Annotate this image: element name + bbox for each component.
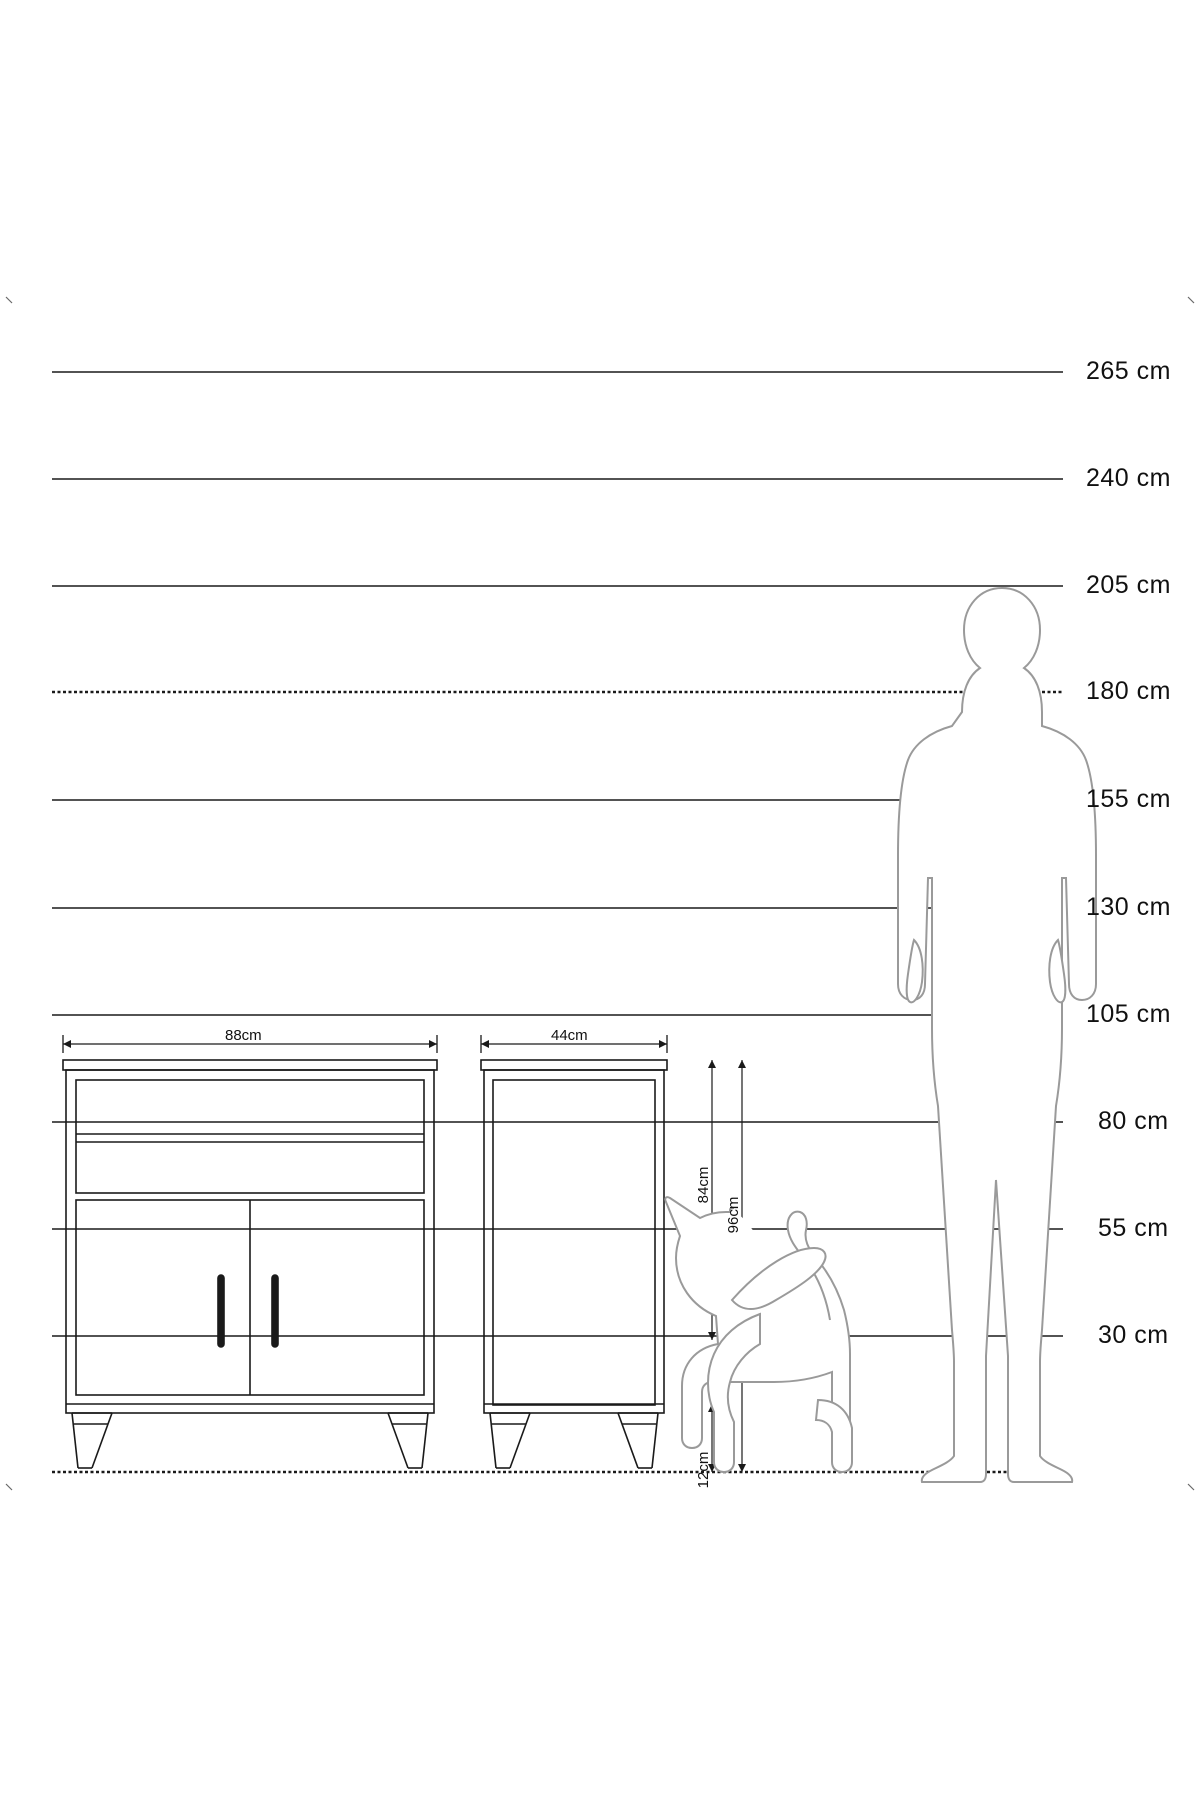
dimension-label-44cm: 44cm <box>551 1027 588 1044</box>
scale-label-180: 180 cm <box>1086 677 1171 705</box>
dimension-label-96cm: 96cm <box>725 1196 742 1234</box>
scale-label-265: 265 cm <box>1086 357 1171 385</box>
dimension-label-84cm: 84cm <box>695 1166 712 1204</box>
dimension-label-88cm: 88cm <box>225 1027 262 1044</box>
cat-figure <box>665 1197 852 1472</box>
scale-label-55: 55 cm <box>1098 1214 1169 1242</box>
scale-label-30: 30 cm <box>1098 1321 1169 1349</box>
scale-label-130: 130 cm <box>1086 893 1171 921</box>
scale-label-80: 80 cm <box>1098 1107 1169 1135</box>
scale-label-205: 205 cm <box>1086 571 1171 599</box>
scale-label-155: 155 cm <box>1086 785 1171 813</box>
scale-label-105: 105 cm <box>1086 1000 1171 1028</box>
human-figure <box>898 588 1096 1482</box>
scale-label-240: 240 cm <box>1086 464 1171 492</box>
dimension-label-12cm: 12cm <box>695 1451 712 1489</box>
